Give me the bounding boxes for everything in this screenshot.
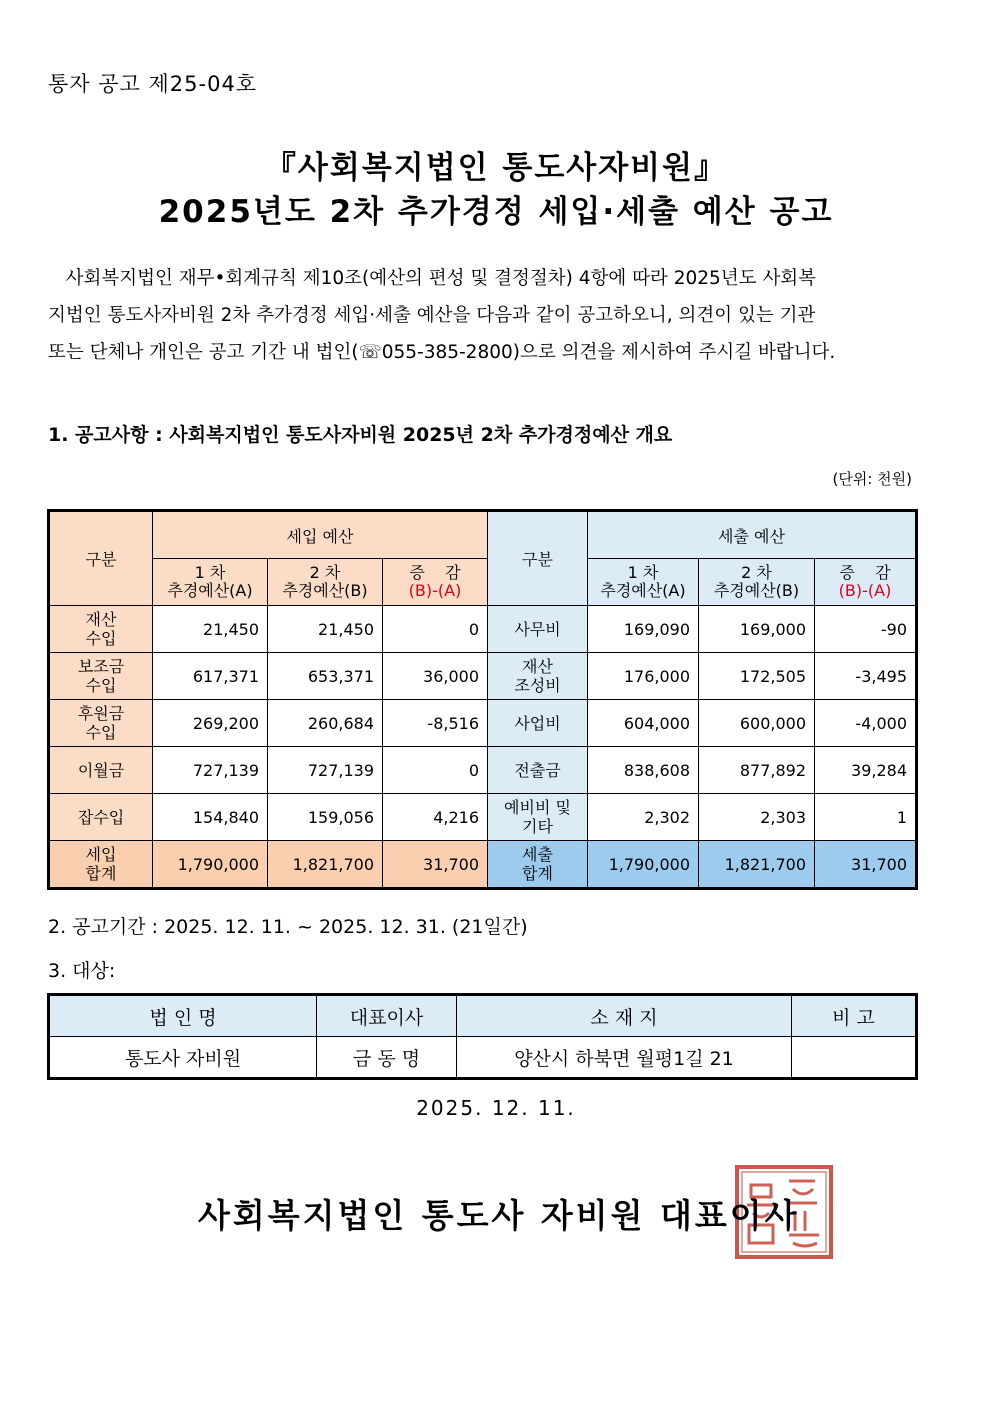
revenue-second-value: 260,684 xyxy=(268,700,383,747)
target-header-name: 법 인 명 xyxy=(50,996,317,1037)
revenue-diff-value: 36,000 xyxy=(383,653,488,700)
expense-diff-value: -4,000 xyxy=(815,700,916,747)
revenue-first-value: 617,371 xyxy=(153,653,268,700)
revenue-first-value: 269,200 xyxy=(153,700,268,747)
revenue-second-value: 727,139 xyxy=(268,747,383,794)
revenue-diff-value: -8,516 xyxy=(383,700,488,747)
budget-row xyxy=(50,747,916,794)
revenue-budget-header: 세입 예산 xyxy=(153,512,488,559)
budget-row xyxy=(50,606,916,653)
expense-first-value: 604,000 xyxy=(588,700,699,747)
expense-diff-value: -3,495 xyxy=(815,653,916,700)
expense-total-first: 1,790,000 xyxy=(588,841,699,888)
expense-category-header: 구분 xyxy=(488,512,588,606)
document-number: 통자 공고 제25-04호 xyxy=(48,72,258,96)
expense-second-value: 172,505 xyxy=(699,653,815,700)
expense-first-value: 2,302 xyxy=(588,794,699,841)
total-row xyxy=(50,841,916,888)
revenue-second-value: 21,450 xyxy=(268,606,383,653)
announcement-date: 2025. 12. 11. xyxy=(416,1096,576,1120)
expense-first-value: 838,608 xyxy=(588,747,699,794)
revenue-first-value: 21,450 xyxy=(153,606,268,653)
section-1-heading: 1. 공고사항 : 사회복지법인 통도사자비원 2025년 2차 추가경정예산 개요 xyxy=(48,424,673,446)
revenue-second-value: 159,056 xyxy=(268,794,383,841)
announcement-body xyxy=(48,260,944,371)
revenue-diff-header: 증 감 (B)-(A) xyxy=(383,559,488,606)
revenue-item-label: 보조금 수입 xyxy=(50,653,153,700)
title-line-2: 2025년도 2차 추가경정 세입·세출 예산 공고 xyxy=(158,194,834,230)
expense-second-value: 877,892 xyxy=(699,747,815,794)
revenue-item-label: 재산 수입 xyxy=(50,606,153,653)
revenue-total-diff: 31,700 xyxy=(383,841,488,888)
revenue-diff-value: 4,216 xyxy=(383,794,488,841)
target-header-note: 비 고 xyxy=(792,996,916,1037)
expense-diff-value: 1 xyxy=(815,794,916,841)
body-line: 지법인 통도사자비원 2차 추가경정 세입·세출 예산을 다음과 같이 공고하오니, 의견이 있는 기관 xyxy=(48,305,816,326)
expense-second-value: 2,303 xyxy=(699,794,815,841)
revenue-first-value: 154,840 xyxy=(153,794,268,841)
expense-first-value: 176,000 xyxy=(588,653,699,700)
expense-second-value: 169,000 xyxy=(699,606,815,653)
target-header-address: 소 재 지 xyxy=(457,996,792,1037)
target-header-ceo: 대표이사 xyxy=(317,996,457,1037)
expense-diff-value: 39,284 xyxy=(815,747,916,794)
expense-item-label: 전출금 xyxy=(488,747,588,794)
revenue-first-value: 727,139 xyxy=(153,747,268,794)
expense-second-header: 2 차 추경예산(B) xyxy=(699,559,815,606)
budget-table xyxy=(49,511,916,888)
budget-row xyxy=(50,700,916,747)
signer-name: 사회복지법인 통도사 자비원 대표이사 xyxy=(198,1196,800,1235)
revenue-second-header: 2 차 추경예산(B) xyxy=(268,559,383,606)
target-note xyxy=(792,1037,916,1078)
budget-row xyxy=(50,653,916,700)
title-line-1: 『사회복지법인 통도사자비원』 xyxy=(264,150,728,186)
budget-row xyxy=(50,794,916,841)
section-3-heading: 3. 대상: xyxy=(48,960,116,982)
unit-label: (단위: 천원) xyxy=(832,470,912,488)
revenue-total-first: 1,790,000 xyxy=(153,841,268,888)
revenue-second-value: 653,371 xyxy=(268,653,383,700)
expense-item-label: 사업비 xyxy=(488,700,588,747)
body-line: 또는 단체나 개인은 공고 기간 내 법인(☏055-385-2800)으로 의견을 제시하여 주시길 바랍니다. xyxy=(48,342,836,363)
expense-total-diff: 31,700 xyxy=(815,841,916,888)
revenue-diff-value: 0 xyxy=(383,606,488,653)
expense-diff-value: -90 xyxy=(815,606,916,653)
section-2-period: 2. 공고기간 : 2025. 12. 11. ~ 2025. 12. 31. (21일간) xyxy=(48,916,528,938)
expense-second-value: 600,000 xyxy=(699,700,815,747)
expense-budget-header: 세출 예산 xyxy=(588,512,916,559)
expense-total-label: 세출 합계 xyxy=(488,841,588,888)
expense-first-header: 1 차 추경예산(A) xyxy=(588,559,699,606)
body-line: 사회복지법인 재무•회계규칙 제10조(예산의 편성 및 결정절차) 4항에 따라 2025년도 사회복 xyxy=(48,268,817,289)
target-address: 양산시 하북면 월평1길 21 xyxy=(457,1037,792,1078)
expense-item-label: 재산 조성비 xyxy=(488,653,588,700)
revenue-item-label: 이월금 xyxy=(50,747,153,794)
target-table xyxy=(49,995,916,1078)
target-name: 통도사 자비원 xyxy=(50,1037,317,1078)
revenue-item-label: 잡수입 xyxy=(50,794,153,841)
expense-diff-header: 증 감 (B)-(A) xyxy=(815,559,916,606)
expense-item-label: 사무비 xyxy=(488,606,588,653)
target-ceo: 금 동 명 xyxy=(317,1037,457,1078)
revenue-diff-value: 0 xyxy=(383,747,488,794)
revenue-item-label: 후원금 수입 xyxy=(50,700,153,747)
revenue-first-header: 1 차 추경예산(A) xyxy=(153,559,268,606)
revenue-total-second: 1,821,700 xyxy=(268,841,383,888)
expense-total-second: 1,821,700 xyxy=(699,841,815,888)
expense-first-value: 169,090 xyxy=(588,606,699,653)
revenue-category-header: 구분 xyxy=(50,512,153,606)
revenue-total-label: 세입 합계 xyxy=(50,841,153,888)
expense-item-label: 예비비 및 기타 xyxy=(488,794,588,841)
